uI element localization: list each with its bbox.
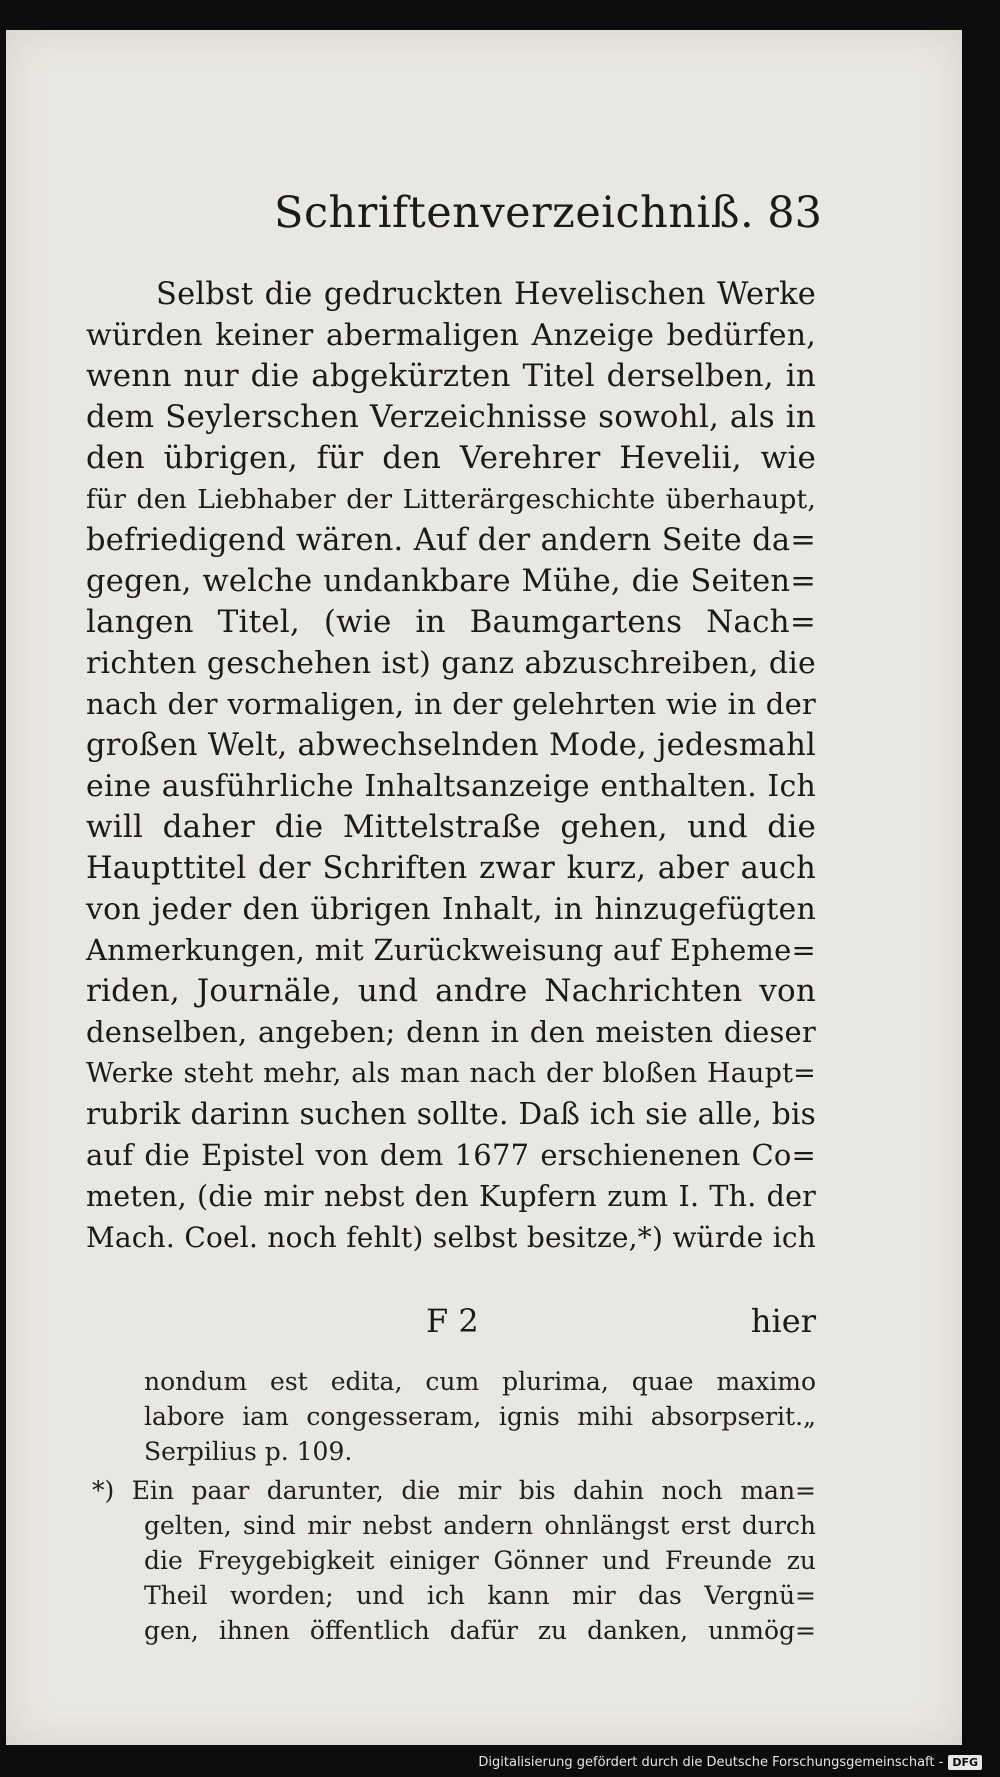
body-text — [86, 274, 816, 1258]
dfg-logo-icon: DFG — [948, 1755, 982, 1770]
text-line: Mach. Coel. noch fehlt) selbst besitze,*) würde ich — [86, 1221, 816, 1254]
text-line: den übrigen, für den Verehrer Hevelii, wie — [86, 440, 816, 476]
text-line: nach der vormaligen, in der gelehrten wie in der — [86, 687, 816, 721]
text-line: Anmerkungen, mit Zurückweisung auf Epheme= — [86, 933, 816, 967]
text-line: von jeder den übrigen Inhalt, in hinzugefügten — [86, 892, 816, 927]
text-line: großen Welt, abwechselnden Mode, jedesmahl — [86, 728, 816, 763]
text-line: will daher die Mittelstraße gehen, und die — [86, 809, 816, 845]
text-line: Werke steht mehr, als man nach der bloßen Haupt= — [86, 1058, 816, 1089]
text-line: rubrik darinn suchen sollte. Daß ich sie alle, bis — [86, 1097, 816, 1131]
text-line: dem Seylerschen Verzeichnisse sowohl, als in — [86, 399, 816, 435]
quote-line: nondum est edita, cum plurima, quae maximo — [144, 1367, 816, 1396]
text-line: meten, (die mir nebst den Kupfern zum I. Th. der — [86, 1180, 816, 1213]
book-page — [6, 30, 962, 1745]
text-line: würden keiner abermaligen Anzeige bedürfen, — [86, 318, 816, 353]
signature-mark: F 2 — [426, 1302, 479, 1340]
quote-line: labore iam congesseram, ignis mihi absorpserit.„ — [144, 1402, 816, 1431]
footnote-line: gelten, sind mir nebst andern ohnlängst erst durch — [144, 1511, 816, 1540]
text-line: langen Titel, (wie in Baumgartens Nach= — [86, 604, 816, 640]
credit-text: Digitalisierung gefördert durch die Deutsche Forschungsgemeinschaft - — [478, 1755, 944, 1770]
page-footer — [86, 1302, 816, 1346]
text-line: für den Liebhaber der Litterärgeschichte überhaupt, — [86, 484, 816, 515]
text-line: Haupttitel der Schriften zwar kurz, aber auch — [86, 851, 816, 886]
text-line: eine ausführliche Inhaltsanzeige enthalten. Ich — [86, 769, 816, 804]
text-line: richten geschehen ist) ganz abzuschreiben, die — [86, 646, 816, 681]
digitization-credit — [478, 1755, 982, 1770]
footnote-line: gen, ihnen öffentlich dafür zu danken, unmög= — [144, 1616, 816, 1645]
text-line: befriedigend wären. Auf der andern Seite da= — [86, 523, 816, 558]
footnote-line: die Freygebigkeit einiger Gönner und Freunde zu — [144, 1546, 816, 1575]
page-number: 83 — [767, 188, 822, 238]
footnote-line: Theil worden; und ich kann mir das Vergnü= — [144, 1581, 816, 1610]
running-title: Schriftenverzeichniß. — [274, 188, 755, 238]
catchword: hier — [750, 1302, 816, 1340]
text-line: riden, Journäle, und andre Nachrichten von — [86, 973, 816, 1009]
text-line: wenn nur die abgekürzten Titel derselben, in — [86, 358, 816, 394]
footnote-line: *) Ein paar darunter, die mir bis dahin noch man= — [92, 1476, 816, 1505]
text-line: Selbst die gedruckten Hevelischen Werke — [156, 277, 816, 312]
page-content — [6, 30, 962, 1745]
text-line: gegen, welche undankbare Mühe, die Seiten= — [86, 564, 816, 599]
text-line: auf die Epistel von dem 1677 erschienenen Co= — [86, 1138, 816, 1172]
quote-line: Serpilius p. 109. — [144, 1437, 353, 1466]
text-line: denselben, angeben; denn in den meisten dieser — [86, 1015, 816, 1049]
footnotes — [92, 1364, 816, 1648]
page-header — [274, 180, 822, 250]
